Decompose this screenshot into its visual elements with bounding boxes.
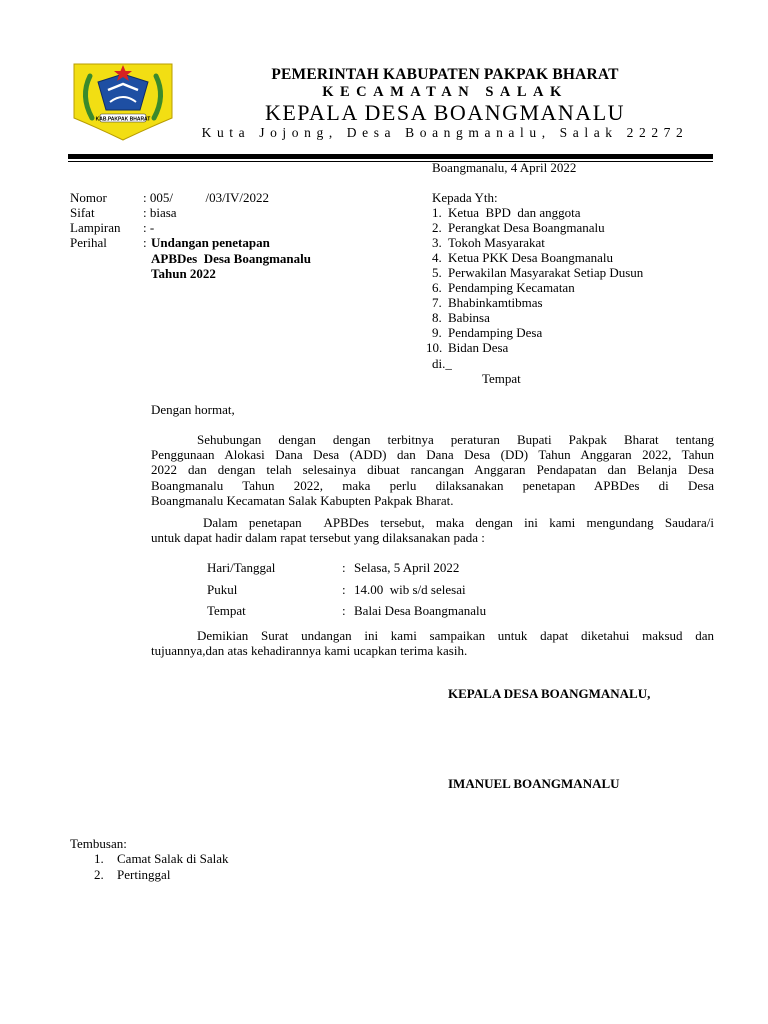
recipient-item: Perangkat Desa Boangmanalu [448, 220, 605, 235]
meta-label-nomor: Nomor [70, 190, 107, 205]
paragraph-3-line: tujuannya,dan atas kehadirannya kami ucapkan terima kasih. [151, 643, 468, 659]
recipient-num: 5. [432, 265, 442, 280]
recipient-item: Pendamping Desa [448, 325, 543, 340]
meta-label-sifat: Sifat [70, 205, 95, 220]
schedule-value-day: Selasa, 5 April 2022 [354, 560, 460, 575]
paragraph-2-line: Dalam penetapan APBDes tersebut, maka dengan ini kami mengundang Saudara/i [203, 515, 714, 530]
header-divider-thick [68, 154, 713, 159]
perihal-line-2: APBDes Desa Boangmanalu [151, 251, 311, 266]
meta-value-sifat: : biasa [143, 205, 177, 220]
recipients-heading: Kepada Yth: [432, 190, 498, 205]
schedule-label-time: Pukul [207, 582, 238, 597]
perihal-line-3: Tahun 2022 [151, 266, 216, 281]
schedule-value-time: 14.00 wib s/d selesai [354, 582, 466, 597]
paragraph-3-line: Demikian Surat undangan ini kami sampaikan untuk dapat diketahui maksud dan [197, 628, 714, 643]
header-government: PEMERINTAH KABUPATEN PAKPAK BHARAT [271, 66, 619, 83]
cc-item: Camat Salak di Salak [117, 851, 229, 866]
recipient-num: 4. [432, 250, 442, 265]
meta-value-lampiran: : - [143, 220, 155, 235]
paragraph-1-line: Sehubungan dengan dengan terbitnya peraturan Bupati Pakpak Bharat tentang [197, 432, 714, 447]
schedule-value-place: Balai Desa Boangmanalu [354, 603, 487, 618]
recipient-num: 1. [432, 205, 442, 220]
recipient-di: di._ [432, 356, 452, 371]
recipient-tempat: Tempat [482, 371, 521, 386]
cc-heading: Tembusan: [70, 836, 127, 851]
recipient-num: 6. [432, 280, 442, 295]
signature-name: IMANUEL BOANGMANALU [448, 776, 620, 791]
paragraph-2 [151, 515, 714, 545]
recipient-item: Bidan Desa [448, 340, 509, 355]
recipient-item: Tokoh Masyarakat [448, 235, 545, 250]
greeting: Dengan hormat, [151, 402, 235, 417]
recipient-num: 9. [432, 325, 442, 340]
schedule-sep: : [342, 582, 346, 597]
meta-value-nomor: : 005/ /03/IV/2022 [143, 190, 270, 205]
recipient-item: Ketua BPD dan anggota [448, 205, 581, 220]
header-address: Kuta Jojong, Desa Boangmanalu, Salak 22272 [201, 125, 689, 140]
meta-label-perihal: Perihal [70, 235, 107, 250]
paragraph-1-line: 2022 dan dengan telah selesainya dibuat rancangan Anggaran Pendapatan dan Belanja Desa [151, 462, 714, 478]
recipient-num: 10. [426, 340, 443, 355]
recipient-num: 3. [432, 235, 442, 250]
recipient-num: 2. [432, 220, 442, 235]
recipient-num: 8. [432, 310, 442, 325]
header-office: KEPALA DESA BOANGMANALU [264, 100, 626, 125]
recipient-item: Ketua PKK Desa Boangmanalu [448, 250, 613, 265]
header-district: KECAMATAN SALAK [322, 84, 568, 100]
schedule-sep: : [342, 603, 346, 618]
recipient-item: Perwakilan Masyarakat Setiap Dusun [448, 265, 644, 280]
paragraph-1-line: Boangmanalu Tahun 2022, maka perlu dilaksanakan penetapan APBDes di Desa [151, 477, 714, 493]
letter-date: Boangmanalu, 4 April 2022 [432, 160, 577, 175]
recipient-item: Pendamping Kecamatan [448, 280, 575, 295]
header-divider-thin [68, 161, 713, 162]
paragraph-1-line: Penggunaan Alokasi Dana Desa (ADD) dan Dana Desa (DD) Tahun Anggaran 2022, Tahun [151, 447, 714, 463]
schedule-label-day: Hari/Tanggal [207, 560, 276, 575]
paragraph-3 [151, 628, 714, 658]
schedule-label-place: Tempat [207, 603, 246, 618]
cc-num: 1. [94, 851, 104, 866]
paragraph-2-line: untuk dapat hadir dalam rapat tersebut yang dilaksanakan pada : [151, 530, 485, 546]
perihal-line-1: Undangan penetapan [151, 235, 270, 250]
meta-label-lampiran: Lampiran [70, 220, 121, 235]
recipient-item: Bhabinkamtibmas [448, 295, 543, 310]
cc-item: Pertinggal [117, 867, 171, 882]
recipient-item: Babinsa [448, 310, 490, 325]
schedule-sep: : [342, 560, 346, 575]
paragraph-1-line: Boangmanalu Kecamatan Salak Kabupten Pakpak Bharat. [151, 492, 454, 508]
cc-num: 2. [94, 867, 104, 882]
signature-title: KEPALA DESA BOANGMANALU, [448, 686, 651, 701]
paragraph-1 [151, 432, 714, 508]
logo-caption: KAB.PAKPAK BHARAT [95, 116, 151, 123]
recipient-num: 7. [432, 295, 442, 310]
meta-value-perihal-colon: : [143, 235, 150, 250]
